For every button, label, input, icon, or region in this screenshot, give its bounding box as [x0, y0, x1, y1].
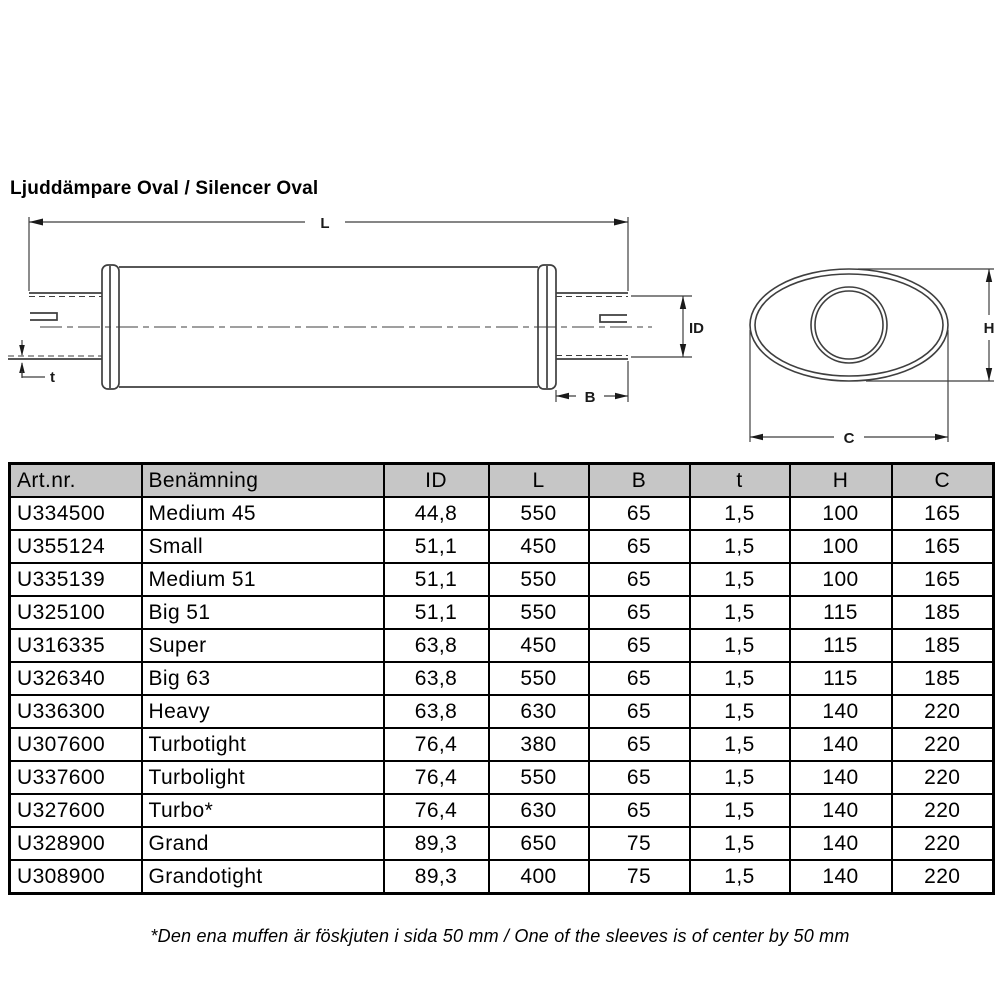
table-cell: U337600 [10, 761, 142, 794]
table-cell: 450 [489, 530, 589, 563]
table-cell: 550 [489, 563, 589, 596]
table-cell: 140 [790, 860, 892, 894]
table-cell: 165 [892, 563, 994, 596]
oval-shell-inner [755, 274, 943, 376]
table-cell: 1,5 [690, 530, 790, 563]
dim-label-H: H [983, 320, 995, 337]
dim-label-t: t [50, 369, 55, 386]
table-row [10, 695, 994, 728]
table-cell: 1,5 [690, 563, 790, 596]
table-cell: 89,3 [384, 860, 489, 894]
table-cell: 165 [892, 497, 994, 530]
table-cell: 165 [892, 530, 994, 563]
table-cell: 220 [892, 860, 994, 894]
table-cell: 550 [489, 596, 589, 629]
table-cell: U326340 [10, 662, 142, 695]
table-cell: 1,5 [690, 662, 790, 695]
table-cell: 65 [589, 596, 690, 629]
pipe-opening-inner [815, 291, 883, 359]
table-cell: Medium 51 [142, 563, 384, 596]
table-cell: Big 63 [142, 662, 384, 695]
arrowhead-right-icon [935, 434, 948, 440]
table-cell: 51,1 [384, 530, 489, 563]
table-cell: 650 [489, 827, 589, 860]
arrowhead-left-icon [750, 434, 763, 440]
table-row [10, 629, 994, 662]
table-cell: 76,4 [384, 761, 489, 794]
table-cell: U328900 [10, 827, 142, 860]
table-cell: 65 [589, 629, 690, 662]
arrowhead-left-icon [556, 393, 569, 399]
table-cell: 185 [892, 629, 994, 662]
table-cell: Turbo* [142, 794, 384, 827]
table-cell: Heavy [142, 695, 384, 728]
table-cell: 400 [489, 860, 589, 894]
table-cell: 100 [790, 563, 892, 596]
arrowhead-down-icon [680, 344, 686, 357]
table-row [10, 530, 994, 563]
table-row [10, 596, 994, 629]
column-header-l: L [489, 464, 589, 498]
table-cell: 65 [589, 497, 690, 530]
table-cell: 63,8 [384, 662, 489, 695]
table-cell: U308900 [10, 860, 142, 894]
table-cell: Turbolight [142, 761, 384, 794]
table-cell: 63,8 [384, 629, 489, 662]
header-row [10, 464, 994, 498]
spec-table-wrap [8, 462, 995, 895]
table-cell: 140 [790, 827, 892, 860]
column-header-h: H [790, 464, 892, 498]
table-cell: 65 [589, 728, 690, 761]
right-pipe-slot [600, 315, 627, 322]
spec-table-body [10, 497, 994, 894]
table-cell: Grand [142, 827, 384, 860]
table-cell: 450 [489, 629, 589, 662]
table-cell: 220 [892, 827, 994, 860]
arrowhead-down-icon [986, 368, 992, 381]
table-cell: 115 [790, 596, 892, 629]
dim-label-ID: ID [689, 320, 704, 337]
table-cell: 220 [892, 761, 994, 794]
table-cell: 65 [589, 662, 690, 695]
arrowhead-up-icon [986, 269, 992, 282]
side-view-drawing [8, 265, 652, 389]
table-cell: 380 [489, 728, 589, 761]
table-cell: 185 [892, 596, 994, 629]
table-cell: U307600 [10, 728, 142, 761]
table-cell: Super [142, 629, 384, 662]
dim-label-B: B [584, 389, 596, 406]
table-row [10, 728, 994, 761]
dimension-C [750, 330, 948, 442]
arrowhead-right-icon [614, 219, 628, 226]
table-cell: 630 [489, 794, 589, 827]
dim-label-L: L [320, 215, 330, 232]
table-row [10, 563, 994, 596]
arrowhead-down-icon [19, 345, 25, 356]
table-cell: 140 [790, 695, 892, 728]
oval-shell-outer [750, 269, 948, 381]
table-cell: 1,5 [690, 794, 790, 827]
column-header-t: t [690, 464, 790, 498]
spec-table [8, 462, 995, 895]
page-title: Ljuddämpare Oval / Silencer Oval [10, 178, 319, 199]
table-row [10, 761, 994, 794]
arrowhead-up-icon [680, 296, 686, 309]
table-cell: 115 [790, 629, 892, 662]
dim-label-C: C [843, 430, 855, 447]
table-cell: 1,5 [690, 728, 790, 761]
pipe-opening-outer [811, 287, 887, 363]
table-cell: U335139 [10, 563, 142, 596]
table-cell: 100 [790, 530, 892, 563]
table-cell: 65 [589, 794, 690, 827]
table-cell: 76,4 [384, 728, 489, 761]
table-cell: U355124 [10, 530, 142, 563]
left-pipe-slot [30, 313, 57, 320]
column-header-artnr: Art.nr. [10, 464, 142, 498]
table-cell: U316335 [10, 629, 142, 662]
table-cell: 115 [790, 662, 892, 695]
footnote: *Den ena muffen är föskjuten i sida 50 mm / One of the sleeves is of center by 50 mm [150, 926, 850, 946]
table-cell: 63,8 [384, 695, 489, 728]
table-row [10, 860, 994, 894]
table-row [10, 662, 994, 695]
table-cell: 65 [589, 761, 690, 794]
table-cell: 140 [790, 794, 892, 827]
table-cell: Grandotight [142, 860, 384, 894]
table-cell: 89,3 [384, 827, 489, 860]
table-cell: 51,1 [384, 563, 489, 596]
table-cell: 1,5 [690, 761, 790, 794]
table-cell: U336300 [10, 695, 142, 728]
technical-drawing [0, 205, 1000, 455]
table-cell: 65 [589, 530, 690, 563]
dimension-H [858, 269, 994, 381]
table-cell: 1,5 [690, 596, 790, 629]
spec-table-header [10, 464, 994, 498]
table-cell: 220 [892, 695, 994, 728]
column-header-c: C [892, 464, 994, 498]
table-cell: 220 [892, 728, 994, 761]
table-cell: U325100 [10, 596, 142, 629]
table-cell: 1,5 [690, 629, 790, 662]
table-cell: 75 [589, 827, 690, 860]
end-view-drawing [750, 269, 948, 381]
column-header-benamning: Benämning [142, 464, 384, 498]
table-cell: U327600 [10, 794, 142, 827]
table-cell: 185 [892, 662, 994, 695]
table-cell: 44,8 [384, 497, 489, 530]
table-cell: 1,5 [690, 497, 790, 530]
table-cell: 76,4 [384, 794, 489, 827]
arrowhead-right-icon [615, 393, 628, 399]
table-cell: 140 [790, 761, 892, 794]
table-row [10, 827, 994, 860]
table-cell: 65 [589, 695, 690, 728]
table-cell: 1,5 [690, 860, 790, 894]
table-cell: Medium 45 [142, 497, 384, 530]
table-cell: 65 [589, 563, 690, 596]
table-cell: 550 [489, 497, 589, 530]
table-cell: U334500 [10, 497, 142, 530]
table-cell: 1,5 [690, 695, 790, 728]
table-cell: 630 [489, 695, 589, 728]
table-cell: 220 [892, 794, 994, 827]
table-cell: 140 [790, 728, 892, 761]
table-cell: 550 [489, 761, 589, 794]
table-cell: 100 [790, 497, 892, 530]
table-cell: 550 [489, 662, 589, 695]
column-header-id: ID [384, 464, 489, 498]
table-cell: Turbotight [142, 728, 384, 761]
table-cell: Big 51 [142, 596, 384, 629]
table-row [10, 794, 994, 827]
table-row [10, 497, 994, 530]
table-cell: Small [142, 530, 384, 563]
column-header-b: B [589, 464, 690, 498]
table-cell: 75 [589, 860, 690, 894]
table-cell: 51,1 [384, 596, 489, 629]
arrowhead-left-icon [29, 219, 43, 226]
table-cell: 1,5 [690, 827, 790, 860]
